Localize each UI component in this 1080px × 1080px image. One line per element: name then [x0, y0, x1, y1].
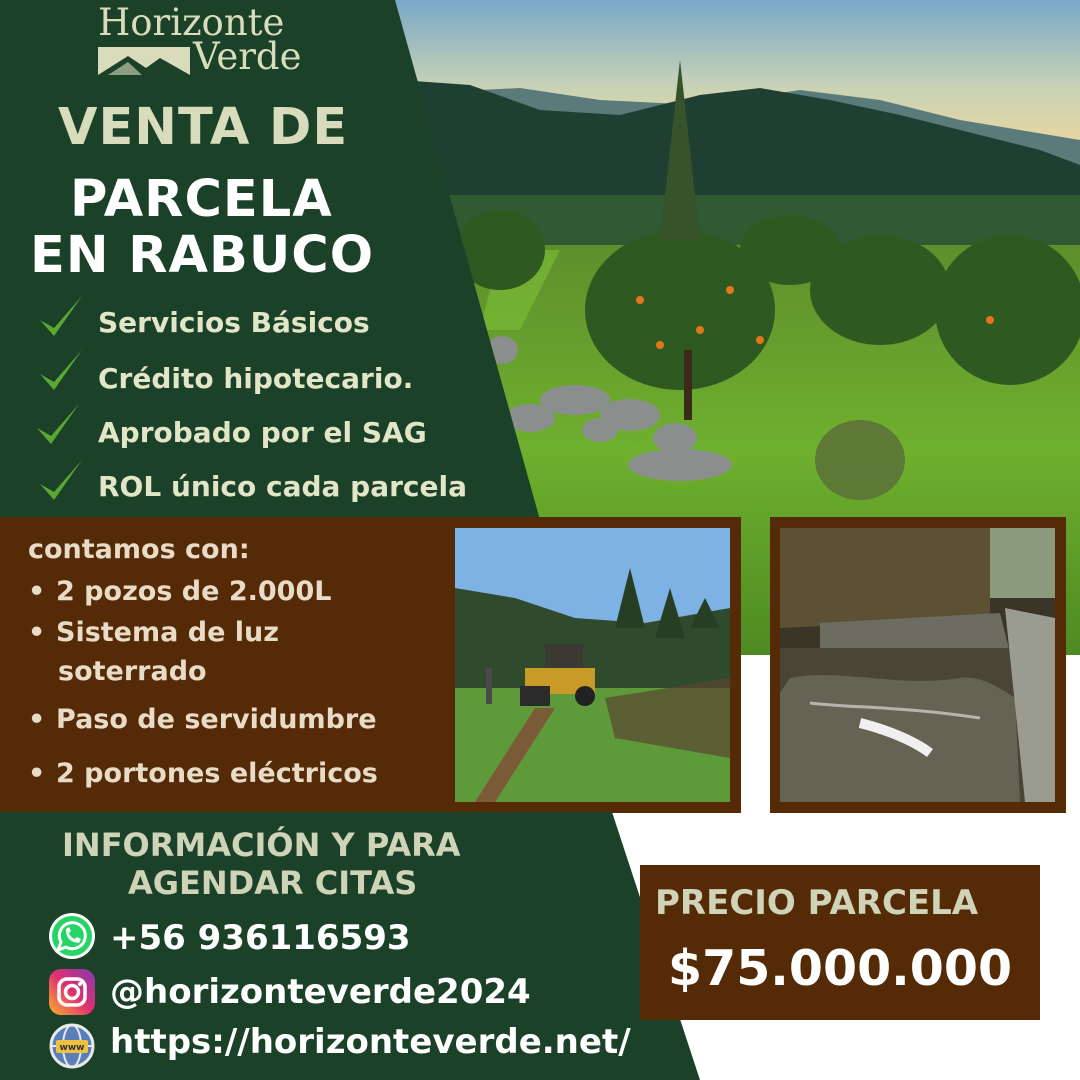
globe-icon[interactable] [48, 1022, 96, 1070]
website-link[interactable]: https://horizonteverde.net/ [110, 1022, 631, 1062]
canal-photo [780, 528, 1055, 802]
headline-line1: VENTA DE [58, 98, 349, 157]
instagram-icon[interactable] [48, 968, 96, 1016]
check-icon [36, 292, 86, 342]
amenity-text: Paso de servidumbre [56, 704, 377, 735]
amenity-item [28, 576, 331, 607]
amenities-heading: contamos con: [28, 534, 250, 565]
headline-line3: EN RABUCO [30, 226, 375, 285]
info-heading-line1: INFORMACIÓN Y PARA [62, 826, 461, 864]
info-heading-line2: AGENDAR CITAS [128, 864, 418, 902]
check-icon [36, 346, 86, 396]
globe-badge-label: www [59, 1043, 85, 1053]
phone-number[interactable]: +56 936116593 [110, 918, 411, 958]
check-icon [33, 400, 83, 450]
instagram-handle[interactable]: @horizonteverde2024 [110, 972, 531, 1012]
brand-name-line1: Horizonte [98, 1, 285, 44]
feature-item: Aprobado por el SAG [98, 416, 427, 449]
price-value: $75.000.000 [668, 940, 1013, 997]
brand-name-line2: Verde [193, 35, 302, 78]
price-label: PRECIO PARCELA [655, 883, 979, 923]
logo-mark-icon [98, 46, 190, 76]
bullet: • [28, 758, 46, 789]
check-icon [36, 456, 86, 506]
amenity-item [28, 617, 279, 648]
amenity-item [28, 758, 378, 789]
feature-item: ROL único cada parcela [98, 470, 468, 503]
whatsapp-icon[interactable] [48, 912, 96, 960]
bullet: • [28, 576, 46, 607]
backhoe-photo [455, 528, 730, 802]
bullet: • [28, 617, 46, 648]
amenity-item [28, 704, 377, 735]
feature-item: Crédito hipotecario. [98, 362, 414, 395]
bullet: • [28, 704, 46, 735]
amenity-text: 2 portones eléctricos [56, 758, 378, 789]
amenity-text-continued: soterrado [58, 656, 207, 687]
feature-item: Servicios Básicos [98, 306, 370, 339]
amenity-text: Sistema de luz [56, 617, 279, 648]
amenity-text: 2 pozos de 2.000L [56, 576, 332, 607]
headline-line2: PARCELA [70, 170, 333, 229]
